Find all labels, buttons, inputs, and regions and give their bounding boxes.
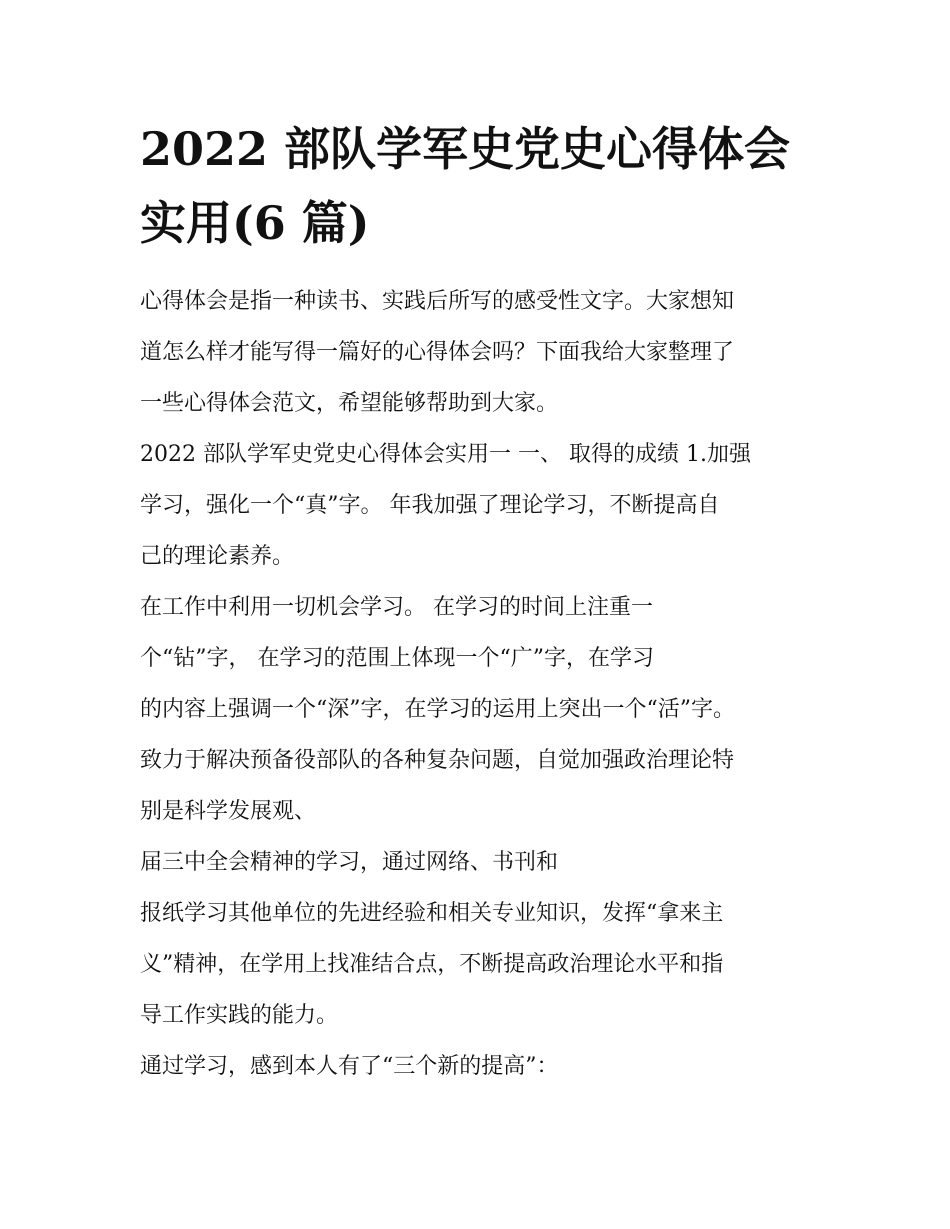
- paragraph-line: 导工作实践的能力。: [140, 1003, 339, 1028]
- title-line-2: 实用(6 篇): [140, 196, 370, 250]
- paragraph-line: 己的理论素养。: [140, 544, 295, 569]
- paragraph-line: 致力于解决预备役部队的各种复杂问题，自觉加强政治理论特: [140, 748, 735, 773]
- paragraph-line: 2022 部队学军史党史心得体会实用一 一、 取得的成绩 1.加强: [140, 442, 751, 467]
- paragraph-line: 通过学习，感到本人有了“三个新的提高”：: [140, 1054, 559, 1079]
- paragraph-line: 个“钻”字， 在学习的范围上体现一个“广”字，在学习: [140, 646, 654, 671]
- paragraph-line: 义”精神，在学用上找准结合点，不断提高政治理论水平和指: [140, 952, 724, 977]
- paragraph-line: 道怎么样才能写得一篇好的心得体会吗？下面我给大家整理了: [140, 340, 735, 365]
- paragraph-line: 报纸学习其他单位的先进经验和相关专业知识，发挥“拿来主: [140, 901, 724, 926]
- document-title: [140, 112, 820, 260]
- title-line-1: 2022 部队学军史党史心得体会: [140, 122, 791, 176]
- paragraph-line: 在工作中利用一切机会学习。 在学习的时间上注重一: [140, 595, 653, 620]
- paragraph-line: 别是科学发展观、: [140, 799, 317, 824]
- paragraph-line: 届三中全会精神的学习，通过网络、书刊和: [140, 850, 559, 875]
- paragraph-line: 学习，强化一个“真”字。 年我加强了理论学习，不断提高自: [140, 493, 720, 518]
- paragraph-line: 心得体会是指一种读书、实践后所写的感受性文字。大家想知: [140, 289, 735, 314]
- paragraph-line: 一些心得体会范文，希望能够帮助到大家。: [140, 391, 559, 416]
- document-body: [140, 276, 830, 1092]
- paragraph-line: 的内容上强调一个“深”字，在学习的运用上突出一个“活”字。: [140, 697, 735, 722]
